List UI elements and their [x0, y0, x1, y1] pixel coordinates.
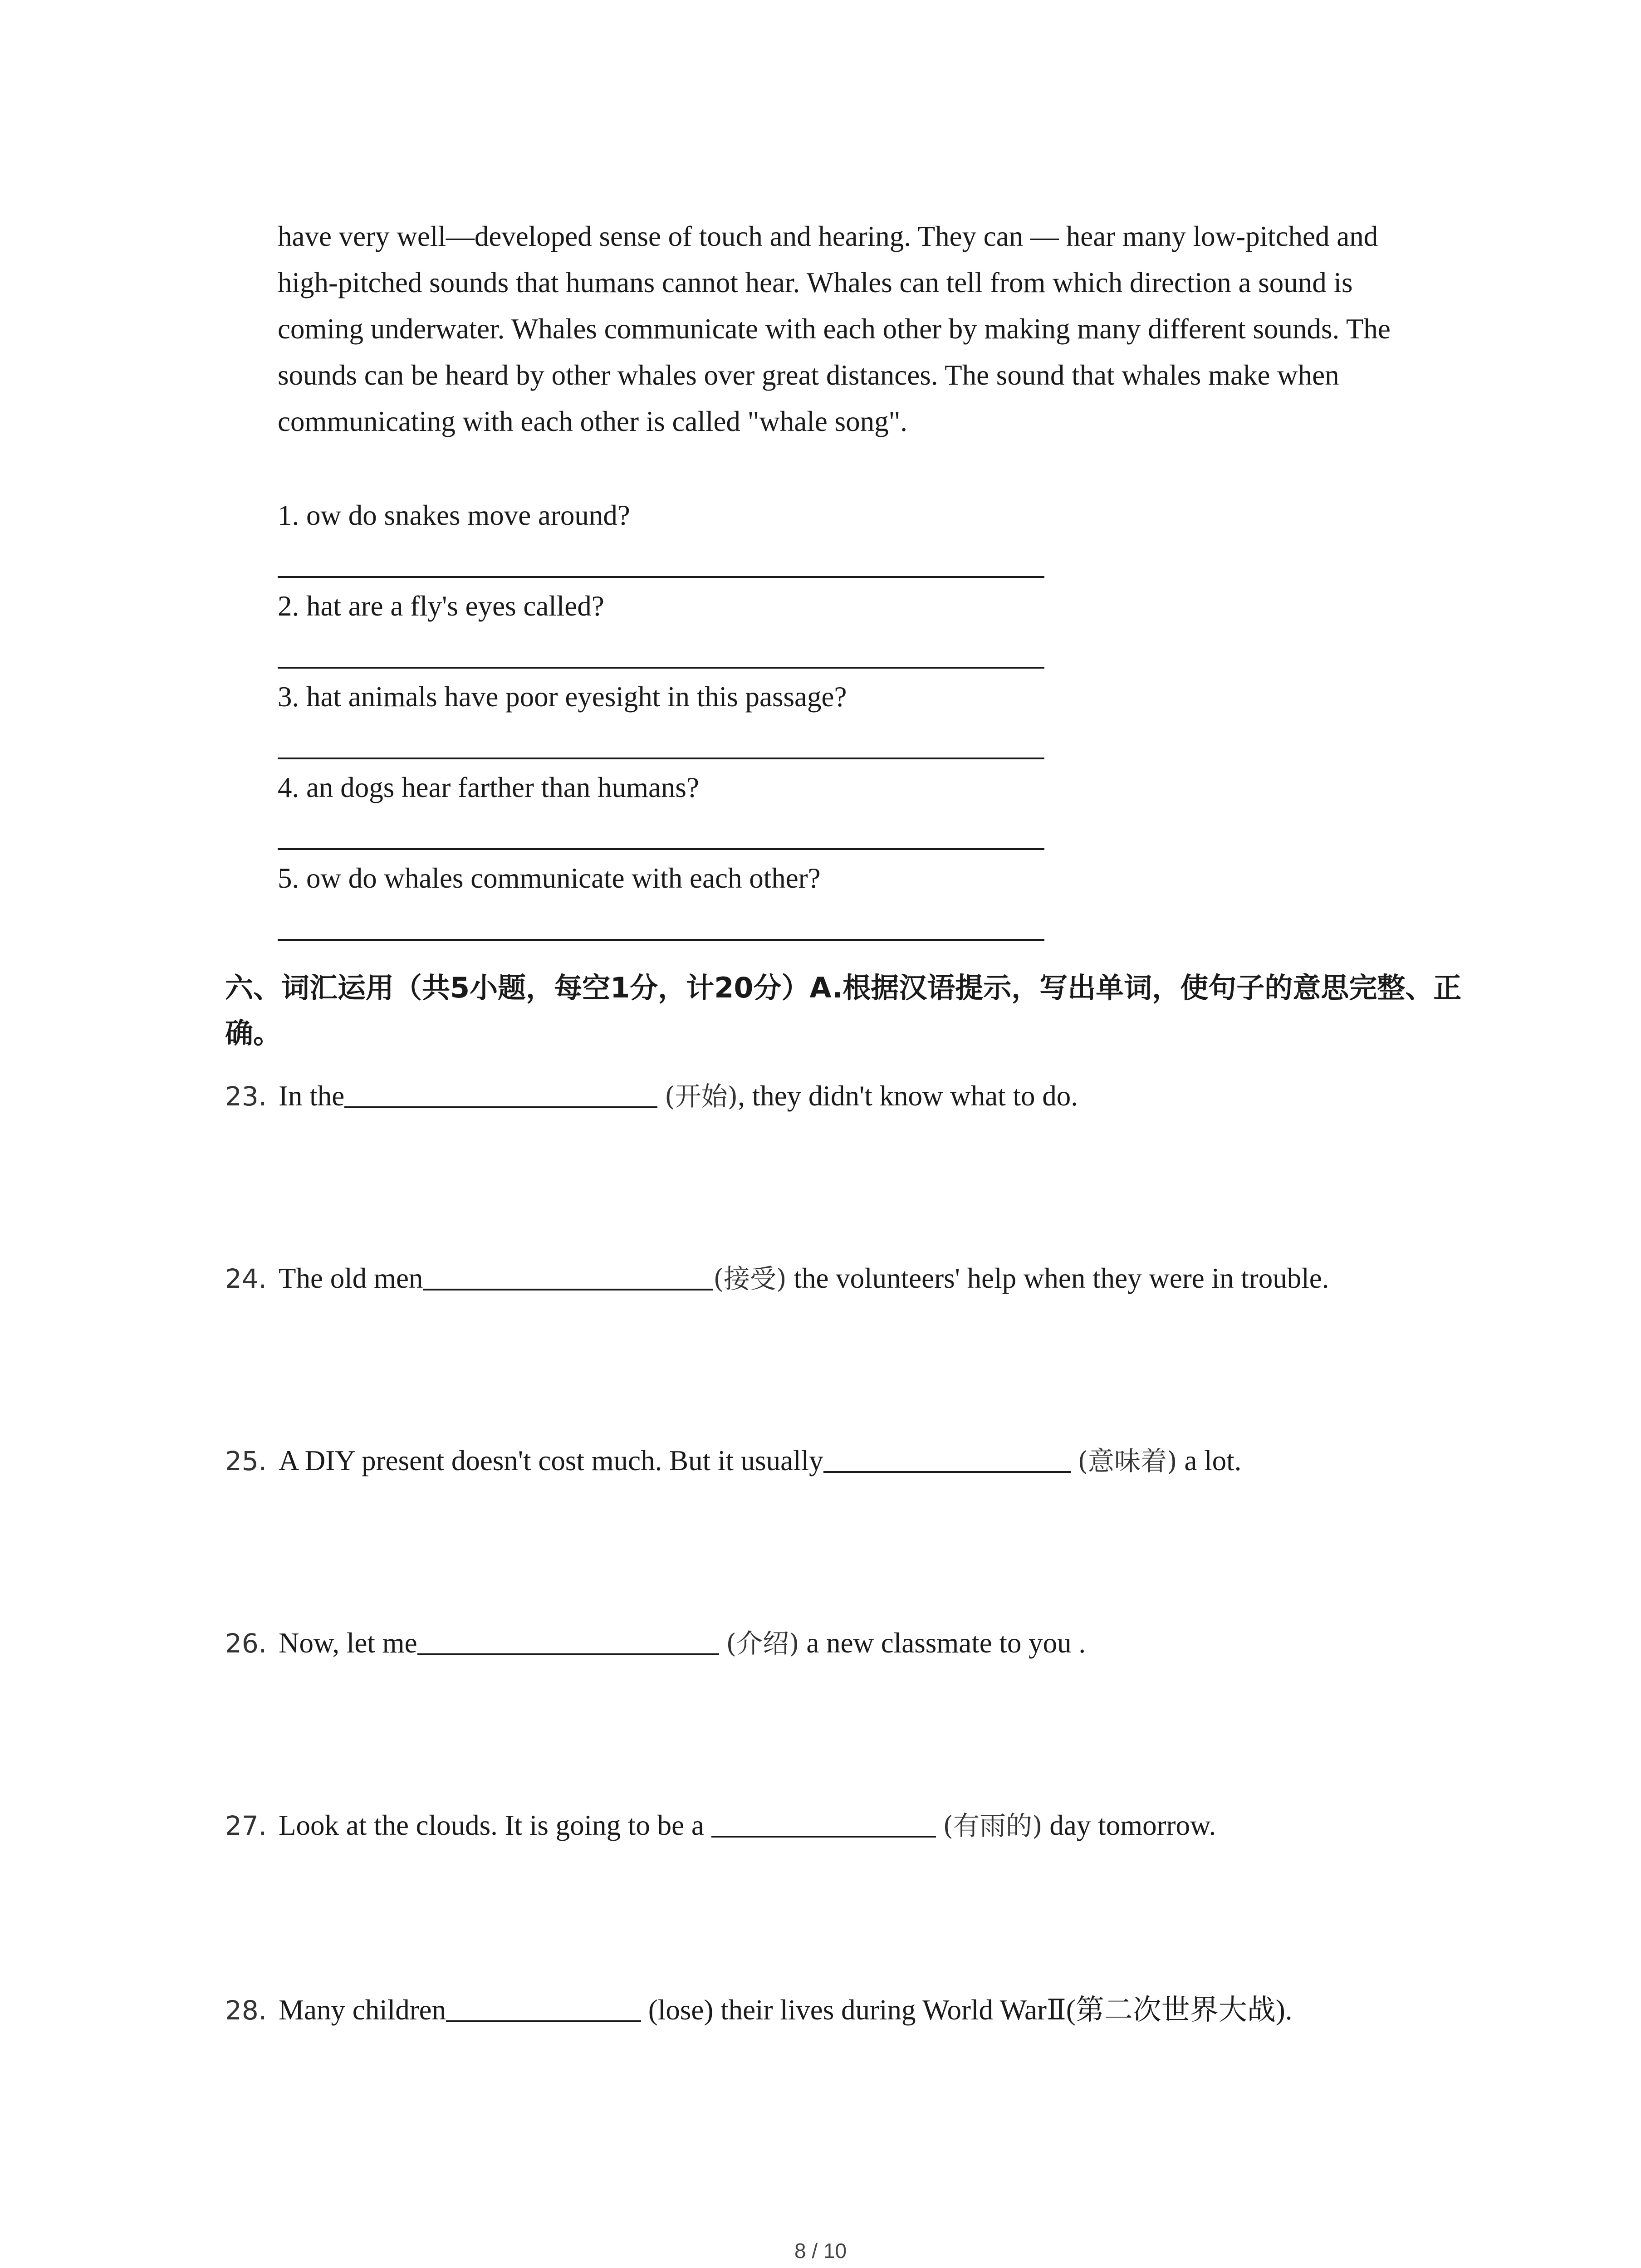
vocab-item-28 [225, 1987, 1293, 2028]
question-5: 5. ow do whales communicate with each other? [278, 862, 821, 894]
item-text-after: a lot. [1177, 1445, 1242, 1476]
chinese-hint: (有雨的) [943, 1810, 1043, 1841]
item-text-after: the volunteers' help when they were in trouble. [786, 1262, 1329, 1294]
answer-line-1[interactable] [278, 576, 1044, 578]
item-number: 26. [225, 1628, 267, 1659]
answer-blank[interactable] [344, 1079, 657, 1108]
item-text-after: a new classmate to you . [799, 1627, 1086, 1659]
item-number: 23. [225, 1081, 267, 1112]
question-4: 4. an dogs hear farther than humans? [278, 772, 699, 803]
answer-blank[interactable] [417, 1626, 719, 1655]
chinese-hint: (介绍) [726, 1628, 799, 1659]
question-3: 3. hat animals have poor eyesight in this passage? [278, 681, 847, 713]
section-title: 六、词汇运用（共5小题，每空1分，计20分）A.根据汉语提示，写出单词，使句子的意思完整、正确。 [225, 971, 1462, 1050]
item-text-before: Now, let me [279, 1627, 417, 1659]
answer-blank[interactable] [423, 1261, 713, 1290]
item-text-after: their lives during World WarⅡ(第二次世界大战). [713, 1994, 1293, 2026]
item-text-before: Look at the clouds. It is going to be a [279, 1809, 711, 1841]
chinese-hint: (意味着) [1078, 1446, 1177, 1476]
item-text-before: In the [279, 1080, 345, 1112]
reading-passage: have very well—developed sense of touch and hearing. They can — hear many low-pitched and high-pitched sounds that humans cannot hear. Whales can tell from which direction a sound is coming underwater. Whales communicate with each other by making many different sounds. The sounds can be heard by other whales over great distances. The sound that whales make when communicating with each other is called "whale song". [278, 220, 1391, 437]
item-text-after: , they didn't know what to do. [738, 1080, 1078, 1112]
word-hint: (lose) [648, 1994, 714, 2026]
page-number: 8 / 10 [794, 2239, 847, 2263]
item-text-before: Many children [279, 1994, 446, 2026]
item-text-before: The old men [279, 1262, 423, 1294]
vocab-item-24 [225, 1257, 1329, 1295]
answer-line-4[interactable] [278, 848, 1044, 850]
item-number: 25. [225, 1446, 267, 1476]
item-text-before: A DIY present doesn't cost much. But it usually [279, 1445, 823, 1476]
item-number: 28. [225, 1995, 267, 2026]
item-number: 24. [225, 1263, 267, 1294]
vocab-item-23 [225, 1075, 1078, 1113]
question-2: 2. hat are a fly's eyes called? [278, 590, 604, 622]
question-1: 1. ow do snakes move around? [278, 499, 630, 531]
vocab-item-27 [225, 1804, 1216, 1843]
vocab-item-25 [225, 1440, 1241, 1478]
chinese-hint: (开始) [664, 1081, 738, 1112]
vocab-item-26 [225, 1622, 1086, 1660]
item-number: 27. [225, 1810, 267, 1841]
answer-blank[interactable] [446, 1993, 641, 2022]
answer-line-3[interactable] [278, 758, 1044, 759]
answer-line-2[interactable] [278, 667, 1044, 669]
answer-line-5[interactable] [278, 939, 1044, 941]
chinese-hint: (接受) [713, 1263, 787, 1294]
answer-blank[interactable] [823, 1444, 1071, 1473]
answer-blank[interactable] [711, 1809, 936, 1838]
item-text-after: day tomorrow. [1042, 1809, 1216, 1841]
